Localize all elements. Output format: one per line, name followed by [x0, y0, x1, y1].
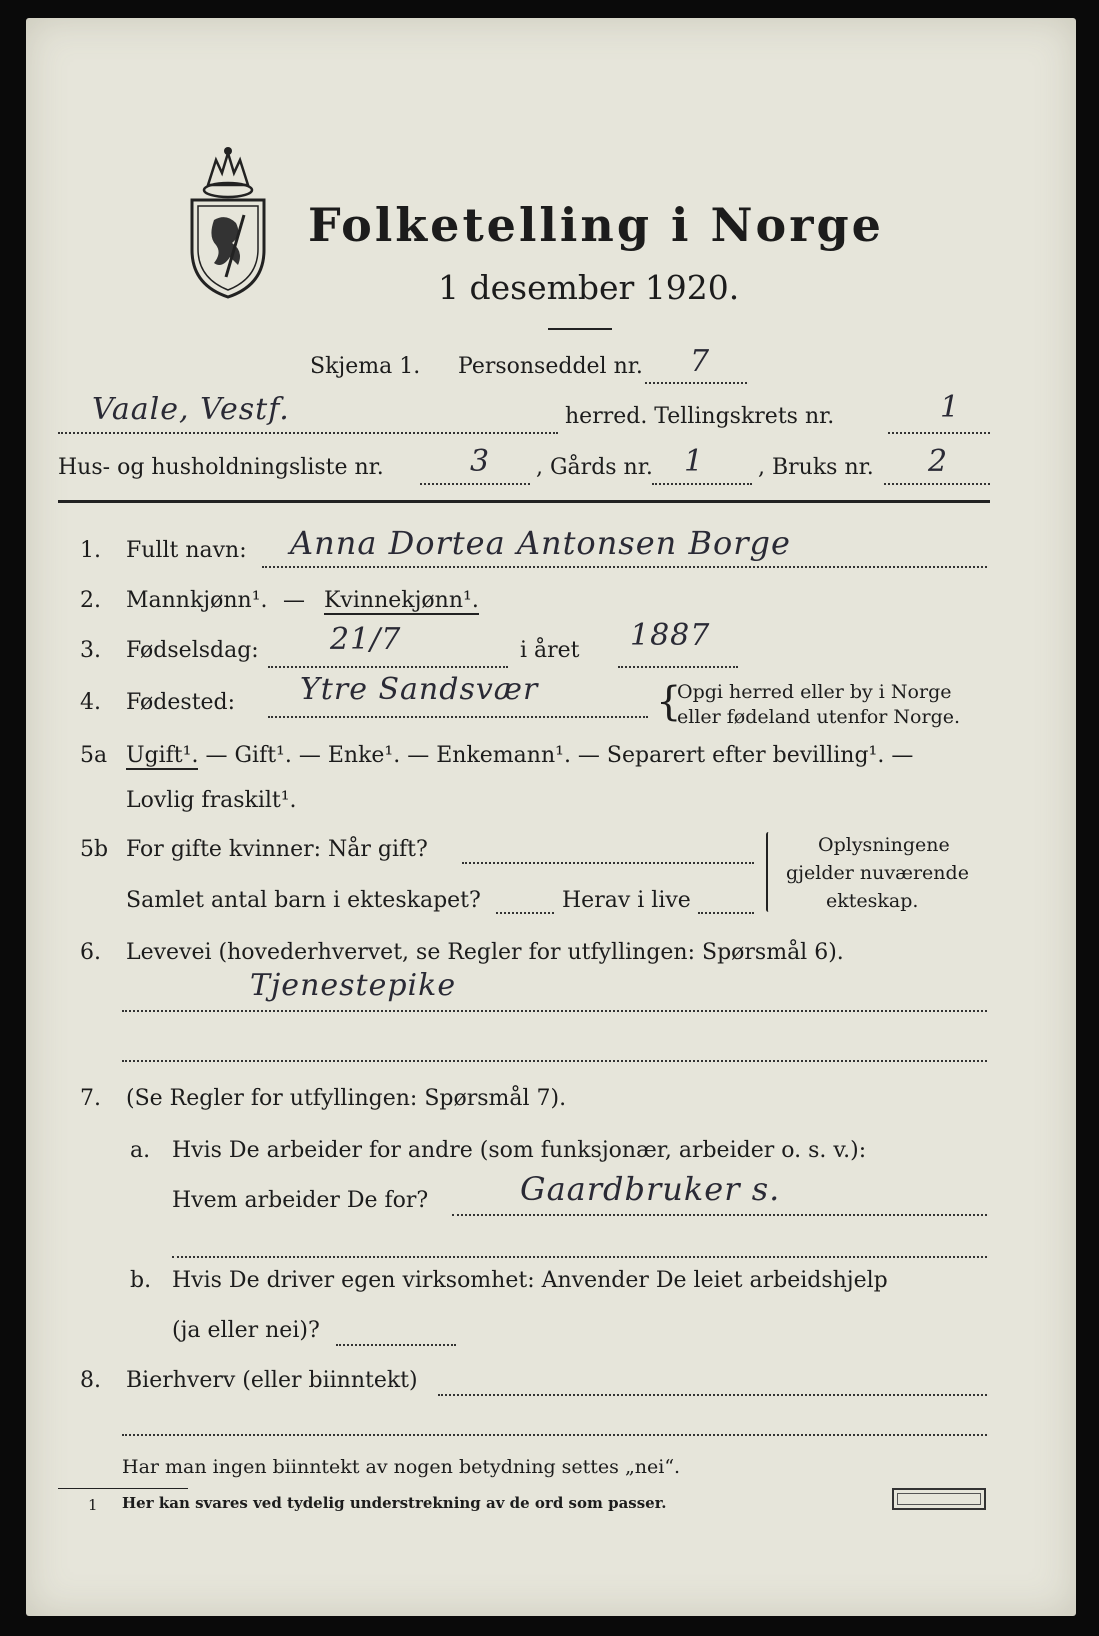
occupation-value: Tjenestepike: [250, 968, 457, 1003]
q7-label: (Se Regler for utfyllingen: Spørsmål 7).: [126, 1086, 567, 1111]
children-line: [496, 912, 554, 914]
q6-number: 6.: [80, 940, 101, 965]
personseddel-line: [645, 382, 747, 384]
marriage-note-2: gjelder nuværende: [786, 862, 969, 884]
side-income-note: Har man ingen biinntekt av nogen betydning settes „nei“.: [122, 1456, 681, 1478]
coat-of-arms-icon: [186, 145, 270, 305]
husliste-value: 3: [470, 444, 491, 479]
footnote-mark: 1: [88, 1496, 98, 1514]
q5b-number: 5b: [80, 837, 109, 862]
yes-no-label: (ja eller nei)?: [172, 1318, 320, 1343]
husliste-label: Hus- og husholdningsliste nr.: [58, 455, 384, 480]
birthday-value: 21/7: [330, 622, 402, 657]
full-name-line: [262, 566, 987, 568]
marital-options: [126, 743, 913, 768]
children-label: Samlet antal barn i ekteskapet?: [126, 888, 481, 913]
gards-label: , Gårds nr.: [536, 455, 653, 480]
printer-stamp: [892, 1488, 986, 1510]
full-name-label: Fullt navn:: [126, 538, 247, 563]
q7b-label: Hvis De driver egen virksomhet: Anvender De leiet arbeidshjelp: [172, 1268, 888, 1293]
gards-line: [652, 483, 752, 485]
alive-label: Herav i live: [562, 888, 691, 913]
personseddel-label: Personseddel nr.: [458, 354, 643, 379]
q5a-number: 5a: [80, 743, 108, 768]
side-income-line-2: [122, 1434, 987, 1436]
herred-line: [58, 432, 558, 434]
gards-value: 1: [684, 444, 705, 479]
bruks-line: [884, 483, 990, 485]
yes-no-line: [336, 1344, 456, 1346]
side-income-label: Bierhverv (eller biinntekt): [126, 1368, 418, 1393]
bruks-label: , Bruks nr.: [758, 455, 874, 480]
birthplace-note-2: eller fødeland utenfor Norge.: [677, 706, 961, 728]
occupation-line-2: [122, 1060, 987, 1062]
bruks-value: 2: [928, 444, 949, 479]
employer-value: Gaardbruker s.: [520, 1170, 781, 1208]
birthplace-label: Fødested:: [126, 690, 236, 715]
birthplace-value: Ytre Sandsvær: [300, 672, 539, 707]
marriage-brace: [766, 832, 771, 912]
q7-number: 7.: [80, 1086, 101, 1111]
birthplace-note-1: Opgi herred eller by i Norge: [677, 681, 952, 703]
q7a-letter: a.: [130, 1138, 151, 1163]
birthday-label: Fødselsdag:: [126, 638, 259, 663]
full-name-value: Anna Dortea Antonsen Borge: [290, 524, 791, 562]
q3-number: 3.: [80, 638, 101, 663]
employer-line: [452, 1214, 987, 1216]
q7a-label: Hvis De arbeider for andre (som funksjonær, arbeider o. s. v.):: [172, 1138, 867, 1163]
section-divider: [58, 500, 990, 503]
census-date: 1 desember 1920.: [438, 268, 740, 307]
birthday-line: [268, 666, 508, 668]
male-option: Mannkjønn¹.: [126, 588, 268, 613]
birth-year-line: [618, 666, 738, 668]
tellingskrets-value: 1: [940, 390, 961, 425]
birthplace-brace: {: [656, 679, 682, 725]
husliste-line: [420, 483, 530, 485]
alive-line: [698, 912, 754, 914]
q2-number: 2.: [80, 588, 101, 613]
birth-year-value: 1887: [630, 618, 711, 653]
birth-year-label: i året: [520, 638, 580, 663]
title-divider: [548, 328, 612, 330]
personseddel-value: 7: [690, 344, 711, 379]
gender-separator: —: [283, 588, 305, 613]
employer-label: Hvem arbeider De for?: [172, 1188, 429, 1213]
tellingskrets-line: [888, 432, 990, 434]
employer-line-2: [172, 1256, 987, 1258]
schema-label: Skjema 1.: [310, 354, 421, 379]
footnote-text: Her kan svares ved tydelig understrekning av de ord som passer.: [122, 1494, 667, 1512]
other-marital-options: — Gift¹. — Enke¹. — Enkemann¹. — Separert efter bevilling¹. —: [198, 743, 914, 768]
marriage-note-3: ekteskap.: [826, 890, 919, 912]
q1-number: 1.: [80, 538, 101, 563]
herred-value: Vaale, Vestf.: [92, 392, 290, 427]
form-title: Folketelling i Norge: [308, 198, 884, 252]
side-income-line: [438, 1394, 987, 1396]
q8-number: 8.: [80, 1368, 101, 1393]
occupation-label: Levevei (hovederhvervet, se Regler for utfyllingen: Spørsmål 6).: [126, 940, 844, 965]
q7b-letter: b.: [130, 1268, 152, 1293]
herred-label: herred. Tellingskrets nr.: [565, 404, 835, 429]
when-married-label: For gifte kvinner: Når gift?: [126, 837, 428, 862]
divorced-option: Lovlig fraskilt¹.: [126, 788, 297, 813]
female-option: Kvinnekjønn¹.: [324, 588, 479, 613]
marriage-note-1: Oplysningene: [818, 834, 950, 856]
q4-number: 4.: [80, 690, 101, 715]
when-married-line: [462, 862, 754, 864]
unmarried-option: Ugift¹.: [126, 743, 199, 768]
birthplace-line: [268, 716, 648, 718]
footnote-rule: [58, 1488, 188, 1489]
occupation-line-1: [122, 1010, 987, 1012]
